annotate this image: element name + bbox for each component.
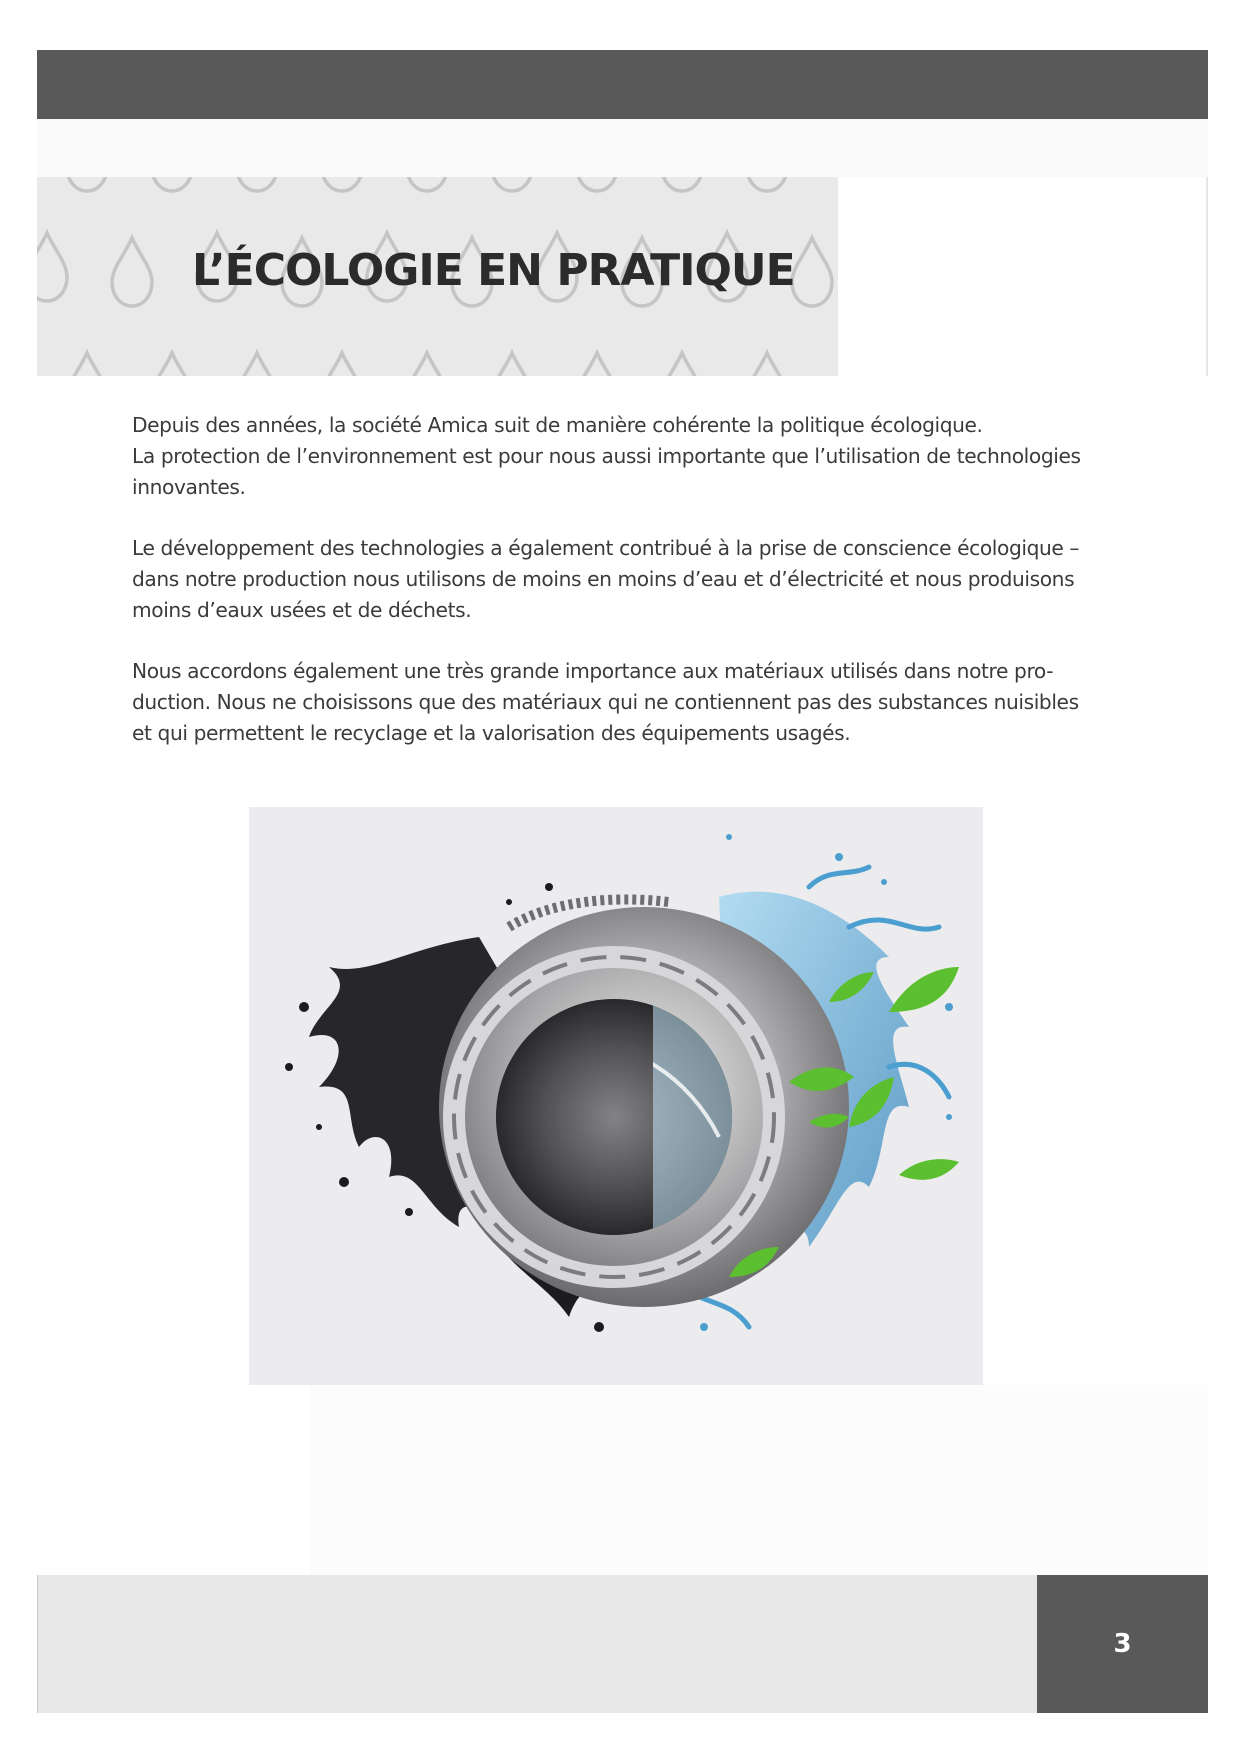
- page-number: 3: [1113, 1629, 1132, 1659]
- text-line: dans notre production nous utilisons de moins en moins d’eau et d’électricité et nous produisons: [132, 567, 1075, 591]
- paragraph-2: [132, 533, 1112, 626]
- paragraph-1: [132, 410, 1112, 503]
- text-line: et qui permettent le recyclage et la valorisation des équipements usagés.: [132, 721, 851, 745]
- text-line: moins d’eaux usées et de déchets.: [132, 598, 472, 622]
- page-number-box: [1037, 1575, 1208, 1713]
- text-line: La protection de l’environnement est pour nous aussi importante que l’utilisation de technologies: [132, 444, 1081, 468]
- footer-bar: [37, 1575, 1037, 1713]
- header-strip: [37, 119, 1208, 177]
- page-title: L’ÉCOLOGIE EN PRATIQUE: [192, 245, 795, 296]
- text-line: Le développement des technologies a également contribué à la prise de conscience écologique –: [132, 536, 1080, 560]
- body-text: [132, 410, 1112, 779]
- header-bar: [37, 50, 1208, 119]
- text-line: Depuis des années, la société Amica suit de manière cohérente la politique écologique.: [132, 413, 983, 437]
- bottom-whitespace: [310, 1385, 1208, 1575]
- text-line: Nous accordons également une très grande importance aux matériaux utilisés dans notre pro-: [132, 659, 1054, 683]
- paragraph-3: [132, 656, 1112, 749]
- text-line: innovantes.: [132, 475, 246, 499]
- washing-drum-illustration: [249, 807, 983, 1385]
- washing-drum-splash-illustration: [249, 807, 983, 1385]
- title-band-right: [838, 177, 1208, 376]
- text-line: duction. Nous ne choisissons que des matériaux qui ne contiennent pas des substances nuisibles: [132, 690, 1079, 714]
